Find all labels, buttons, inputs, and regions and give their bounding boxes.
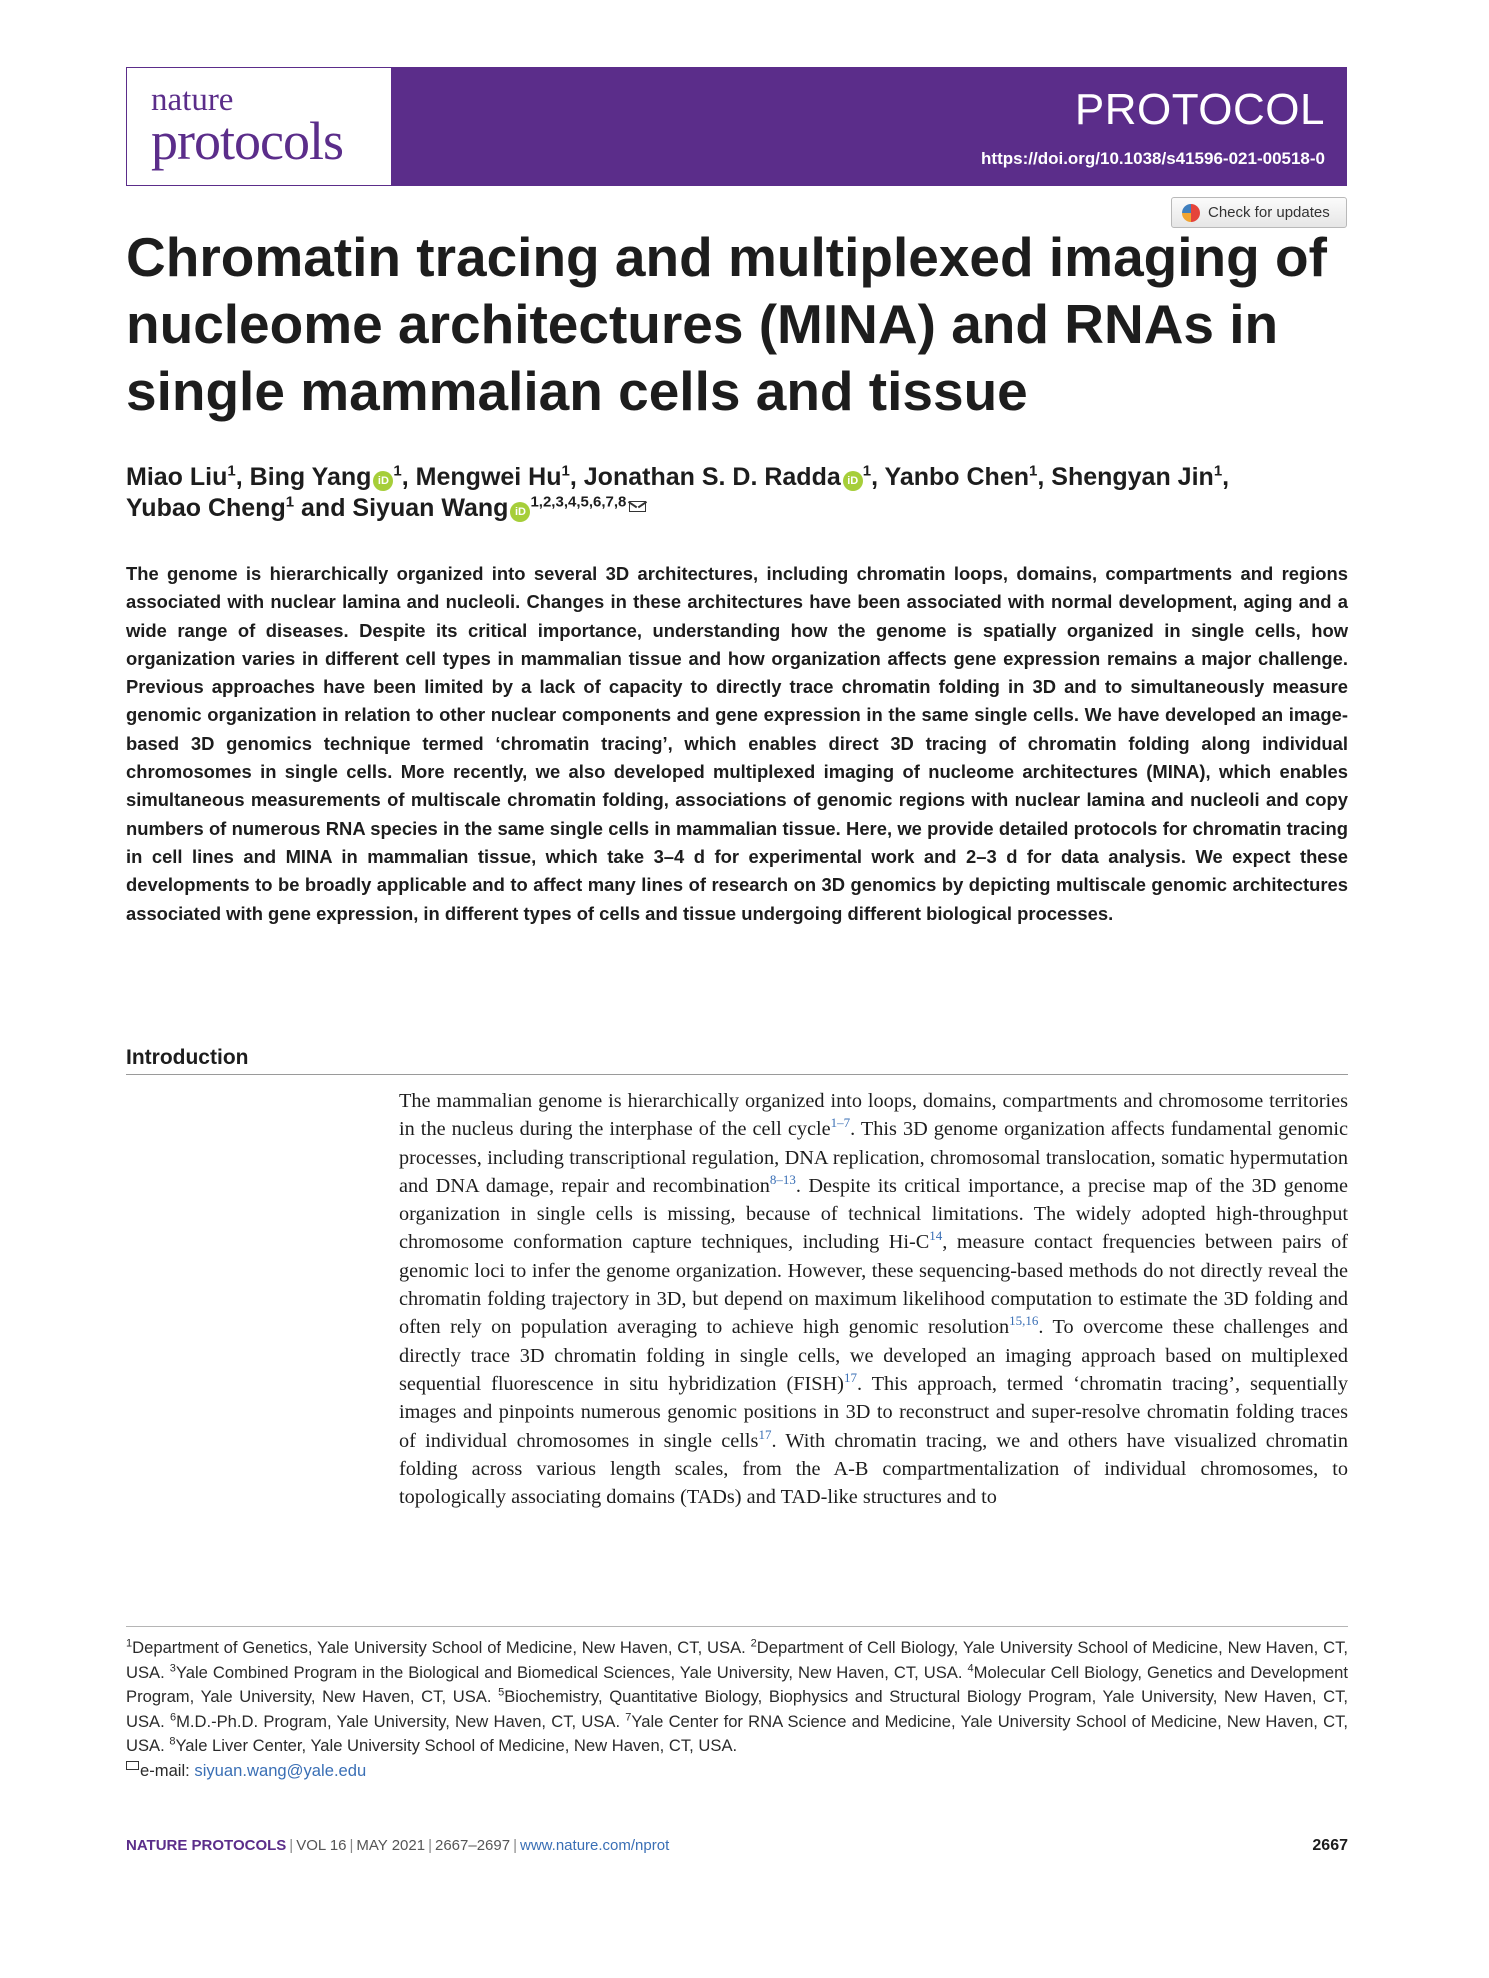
orcid-icon[interactable]: iD: [843, 471, 863, 491]
abstract: The genome is hierarchically organized into several 3D architectures, including chromatin loops, domains, compartments and regions associated with nuclear lamina and nucleoli. Changes in these architectures have been associated with normal development, aging and a wide range of diseases. Despite its critical importance, understanding how the genome is spatially organized in single cells, how organization varies in different cell types in mammalian tissue and how organization affects gene expression remains a major challenge. Previous approaches have been limited by a lack of capacity to directly trace chromatin folding in 3D and to simultaneously measure genomic organization in relation to other nuclear components and gene expression in the same single cells. We have developed an image-based 3D genomics technique termed ‘chromatin tracing’, which enables direct 3D tracing of chromatin folding along individual chromosomes in single cells. More recently, we also developed multiplexed imaging of nucleome architectures (MINA), which enables simultaneous measurements of multiscale chromatin folding, associations of genomic regions with nuclear lamina and nucleoli and copy numbers of numerous RNA species in the same single cells in mammalian tissue. Here, we provide detailed protocols for chromatin tracing in cell lines and MINA in mammalian tissue, which take 3–4 d for experimental work and 2–3 d for data analysis. We expect these developments to be broadly applicable and to affect many lines of research on 3D genomics by depicting multiscale genomic architectures associated with gene expression, in different types of cells and tissue undergoing different biological processes.: [126, 563, 1348, 924]
author-list: Miao Liu$^1$, Bing Yang $iD^1$, Mengwei Hu$^1$, Jonathan S. D. Radda $iD^1$, Yanbo Chen$^1$, Shengyan Jin$^1$, Yubao Cheng$^1$ and Siyuan Wang iD$^{1,2,3,4,5,6,7,8}$: [126, 462, 1230, 522]
affiliations: [126, 1626, 1348, 1784]
email-label: e-mail:: [140, 1760, 195, 1780]
logo-protocols-text: protocols: [151, 111, 343, 171]
author-affiliation-number: 1: [393, 462, 402, 480]
author-affiliation-number: 1: [227, 462, 236, 480]
affiliation-number: 1: [126, 1637, 133, 1650]
affiliation-number: 7: [625, 1711, 632, 1724]
affiliation-text: Yale Liver Center, Yale University School of Medicine, New Haven, CT, USA.: [175, 1736, 738, 1756]
footer-citation: NATURE PROTOCOLS | VOL 16 | MAY 2021 | 2667–2697 | www.nature.com/nprot: [126, 1837, 670, 1854]
author-name[interactable]: Mengwei Hu: [415, 463, 562, 491]
affiliation-number: 6: [169, 1711, 177, 1724]
orcid-icon[interactable]: iD: [373, 471, 393, 491]
reference-link[interactable]: 8–13: [769, 1172, 796, 1188]
introduction-text: . Despite its critical importance, a precise map of the 3D genome organization in single cells is missing, because of technical limitations. The widely adopted high-throughput chromosome conformation capture techniques, including Hi-C: [399, 1174, 1348, 1254]
introduction-text: . With chromatin tracing, we and others have visualized chromatin folding across various length scales, from the A-B compartmentalization of individual chromosomes, to topologically associating domains (TADs) and TAD-like structures and to: [399, 1429, 1348, 1509]
email-icon: [126, 1761, 139, 1770]
author-name[interactable]: Shengyan Jin: [1051, 463, 1214, 491]
page-footer: [126, 1837, 1348, 1855]
check-for-updates-label: Check for updates: [1208, 204, 1330, 221]
email-icon[interactable]: [629, 501, 646, 512]
affiliation-text: Molecular Cell Biology, Genetics and Development Program, Yale University, New Haven, CT, USA.: [126, 1662, 1348, 1707]
footer-date: MAY 2021: [356, 1837, 426, 1854]
affiliation-text: M.D.-Ph.D. Program, Yale University, New Haven, CT, USA.: [176, 1711, 626, 1731]
introduction-body: [399, 1087, 1348, 1511]
author-name[interactable]: Miao Liu: [126, 463, 228, 491]
reference-link[interactable]: 15,16: [1009, 1313, 1039, 1329]
reference-link[interactable]: 17: [758, 1426, 772, 1442]
article-type-banner: [392, 67, 1347, 186]
section-heading-introduction: Introduction: [126, 1046, 1348, 1075]
reference-link[interactable]: 17: [843, 1370, 857, 1386]
affiliation-text: Department of Genetics, Yale University School of Medicine, New Haven, CT, USA.: [132, 1638, 751, 1657]
author-affiliation-number: 1: [285, 493, 295, 511]
introduction-text: , measure contact frequencies between pairs of genomic loci to infer the genome organization. However, these sequencing-based methods do not directly reveal the chromatin folding trajectory in 3D, but depend on maximum likelihood computation to estimate the 3D folding and often rely on population averaging to achieve high genomic resolution: [399, 1231, 1348, 1339]
footer-journal: NATURE PROTOCOLS: [126, 1837, 287, 1854]
orcid-icon[interactable]: iD: [510, 502, 530, 522]
author-affiliation-number: 1: [862, 462, 872, 480]
author-name[interactable]: Bing Yang: [249, 463, 372, 491]
author-affiliation-number: 1,2,3,4,5,6,7,8: [530, 493, 627, 511]
affiliation-number: 3: [169, 1662, 176, 1675]
reference-link[interactable]: 14: [929, 1228, 943, 1244]
author-affiliation-number: 1: [1213, 462, 1223, 480]
journal-logo[interactable]: [126, 67, 392, 186]
author-affiliation-number: 1: [1029, 462, 1038, 480]
affiliation-number: 8: [169, 1735, 176, 1748]
reference-link[interactable]: 1–7: [830, 1115, 851, 1131]
footer-url[interactable]: www.nature.com/nprot: [520, 1837, 670, 1854]
introduction-text: . This 3D genome organization affects fundamental genomic processes, including transcriptional regulation, DNA replication, chromosomal translocation, somatic hypermutation and DNA damage, repair and recombination: [399, 1118, 1348, 1197]
author-name[interactable]: Jonathan S. D. Radda: [583, 463, 841, 491]
affiliation-text: Yale Combined Program in the Biological and Biomedical Sciences, Yale University, New Haven, CT, USA.: [175, 1662, 968, 1682]
author-name[interactable]: Siyuan Wang: [352, 494, 509, 522]
email-link[interactable]: siyuan.wang@yale.edu: [194, 1760, 367, 1780]
introduction-text: . To overcome these challenges and directly trace 3D chromatin folding in single cells, we developed an imaging approach based on multiplexed sequential fluorescence in situ hybridization (FISH): [399, 1316, 1349, 1395]
introduction-text: . This approach, termed ‘chromatin tracing’, sequentially images and pinpoints numerous genomic positions in 3D to reconstruct and super-resolve chromatin folding traces of individual chromosomes in single cells: [399, 1372, 1348, 1452]
affiliation-number: 4: [967, 1662, 974, 1675]
footer-volume: VOL 16: [296, 1837, 347, 1854]
footer-pages: 2667–2697: [435, 1837, 511, 1854]
introduction-text: The mammalian genome is hierarchically organized into loops, domains, compartments and chromosome territories in the nucleus during the interphase of the cell cycle: [399, 1090, 1348, 1141]
article-type: PROTOCOL: [1074, 85, 1325, 134]
doi-link[interactable]: https://doi.org/10.1038/s41596-021-00518-0: [981, 149, 1325, 168]
author-name[interactable]: Yanbo Chen: [884, 463, 1030, 491]
crossmark-icon: [1182, 204, 1200, 222]
affiliation-text: Yale Center for RNA Science and Medicine, Yale University School of Medicine, New Haven, CT, USA.: [126, 1711, 1349, 1756]
journal-header: [126, 67, 1347, 186]
page-number: 2667: [1312, 1837, 1348, 1854]
affiliation-text: Biochemistry, Quantitative Biology, Biophysics and Structural Biology Program, Yale University, New Haven, CT, USA.: [126, 1687, 1349, 1731]
author-name[interactable]: Yubao Cheng: [126, 494, 286, 522]
author-affiliation-number: 1: [561, 462, 570, 480]
affiliation-number: 2: [750, 1637, 757, 1650]
affiliation-number: 5: [498, 1686, 505, 1699]
article-title: Chromatin tracing and multiplexed imaging of nucleome architectures (MINA) and RNAs in single mammalian cells and tissue: [126, 226, 1327, 422]
affiliation-text: Department of Cell Biology, Yale University School of Medicine, New Haven, CT, USA.: [126, 1638, 1348, 1682]
logo-nature-text: nature: [151, 82, 234, 118]
